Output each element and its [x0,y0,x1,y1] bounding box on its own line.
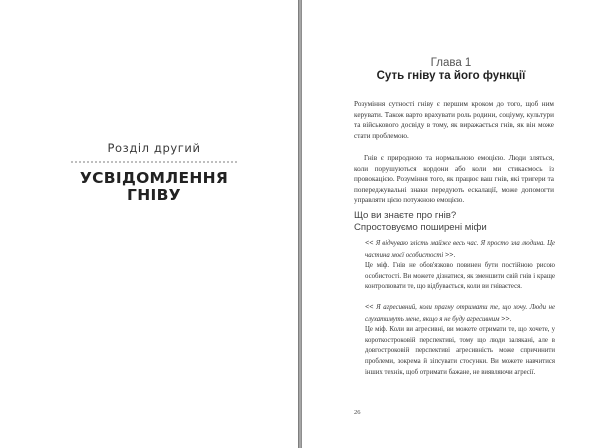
section-heading [354,210,574,233]
paragraph-text: Гнів є природною та нормальною емоцією. Люди зляться, коли порушуються кордони або коли ми стикаємось із провокацією. Розуміння того, як працює ваш гнів, які тригери та попереджувальні знаки передують ескалації, може допомогти управляти цією потужною емоцією. [354,154,554,205]
chapter-title: Суть гніву та його функції [376,70,526,82]
part-title-line2: ГНІВУ [127,186,181,204]
myth-quote: << Я агресивний, коли прагну отримати те, що хочу. Люди не слухатимуть мене, якщо я не буду агресивним >>. [365,302,555,323]
intro-paragraph [354,99,554,141]
dotted-divider [70,161,238,163]
left-page [0,0,298,448]
page-number: 26 [354,409,361,416]
paragraph-text: Розуміння сутності гніву є першим кроком до того, щоб ним керувати. Також варто врахувати роль родини, соціуму, культури та військового досвіду в тому, як виражається гнів, як він може стати проблемою. [354,100,554,140]
myth-quote: << Я відчуваю злість майже весь час. Я просто зла людина. Це частина моєї особистості >>. [365,238,555,259]
part-title [40,170,268,204]
myth-item [365,238,555,293]
myth-rebuttal: Це міф. Коли ви агресивні, ви можете отримати те, що хочете, у короткостроковій перспективі, тому що люди залякані, але в довгостроковій перспективі агресивність може спричинити проблеми, зокрема й зіпсувати стосунки. Ви можете навчитися інших технік, щоб отримати бажане, не виявляючи агресії. [365,326,555,376]
close-quote-icon: >> [444,249,454,259]
myth-item [365,302,555,378]
right-page [302,0,600,448]
myth-rebuttal: Це міф. Гнів не обов'язково повинен бути постійною рисою особистості. Ви можете дізнатися, як зменшити свій гнів і краще контролювати те, що відбувається, коли ви гніваєтеся. [365,262,555,291]
body-paragraph [354,153,554,206]
chapter-label: Глава 1 [430,57,472,69]
part-label: Розділ другий [107,141,201,155]
section-heading-line2: Спростовуємо поширені міфи [354,221,487,233]
section-heading-line1: Що ви знаєте про гнів? [354,210,457,221]
quote-text: Я агресивний, коли прагну отримати те, що хочу. Люди не слухатимуть мене, якщо я не буду агресивним [365,304,555,323]
quote-text: Я відчуваю злість майже весь час. Я просто зла людина. Це частина моєї особистості [365,240,555,259]
part-title-line1: УСВІДОМЛЕННЯ [79,169,229,187]
close-quote-icon: >> [501,313,510,323]
open-quote-icon: << [365,238,374,247]
part-title-block [40,140,268,204]
open-quote-icon: << [365,302,374,311]
